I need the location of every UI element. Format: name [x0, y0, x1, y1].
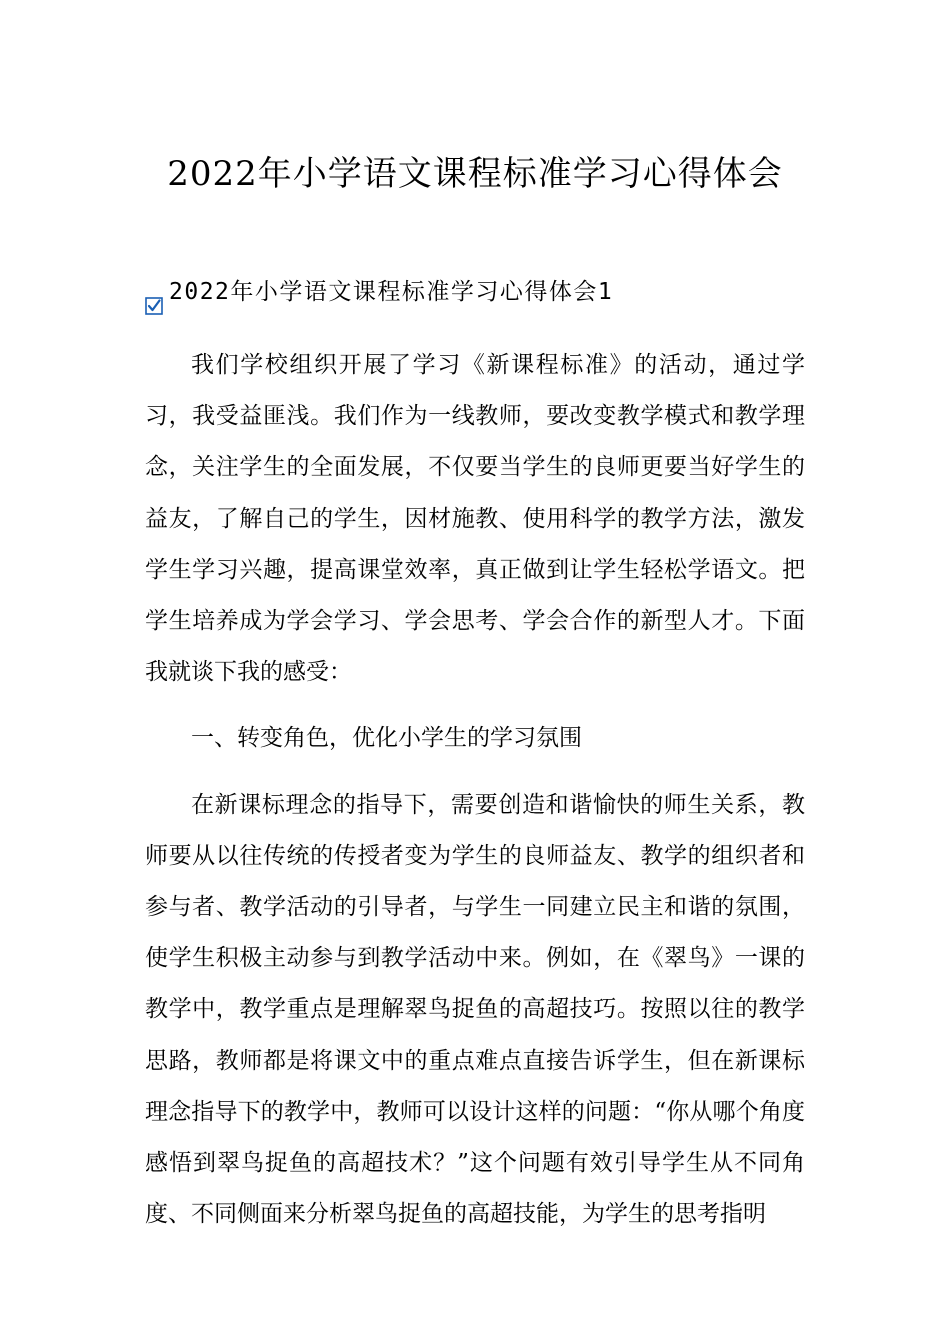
section-heading-text: 2022年小学语文课程标准学习心得体会1 [169, 279, 614, 305]
paragraph-intro: 我们学校组织开展了学习《新课程标准》的活动，通过学习，我受益匪浅。我们作为一线教师，要改变教学模式和教学理念，关注学生的全面发展，不仅要当学生的良师更要当好学生的益友，了解自己的学生，因材施教、使用科学的教学方法，激发学生学习兴趣，提高课堂效率，真正做到让学生轻松学语文。把学生培养成为学会学习、学会思考、学会合作的新型人才。下面我就谈下我的感受： [145, 352, 805, 686]
section-heading [145, 272, 825, 312]
document-title: 2022年小学语文课程标准学习心得体会 [167, 154, 783, 194]
paragraph-role-change: 在新课标理念的指导下，需要创造和谐愉快的师生关系，教师要从以往传统的传授者变为学生的良师益友、教学的组织者和参与者、教学活动的引导者，与学生一同建立民主和谐的氛围，使学生积极主动参与到教学活动中来。例如，在《翠鸟》一课的教学中，教学重点是理解翠鸟捉鱼的高超技巧。按照以往的教学思路，教师都是将课文中的重点难点直接告诉学生，但在新课标理念指导下的教学中，教师可以设计这样的问题：“你从哪个角度感悟到翠鸟捉鱼的高超技术？”这个问题有效引导学生从不同角度、不同侧面来分析翠鸟捉鱼的高超技能，为学生的思考指明 [145, 791, 805, 1228]
subheading-role-change: 一、转变角色，优化小学生的学习氛围 [191, 725, 582, 752]
document-body [145, 340, 805, 1255]
checked-box-icon [145, 288, 163, 306]
